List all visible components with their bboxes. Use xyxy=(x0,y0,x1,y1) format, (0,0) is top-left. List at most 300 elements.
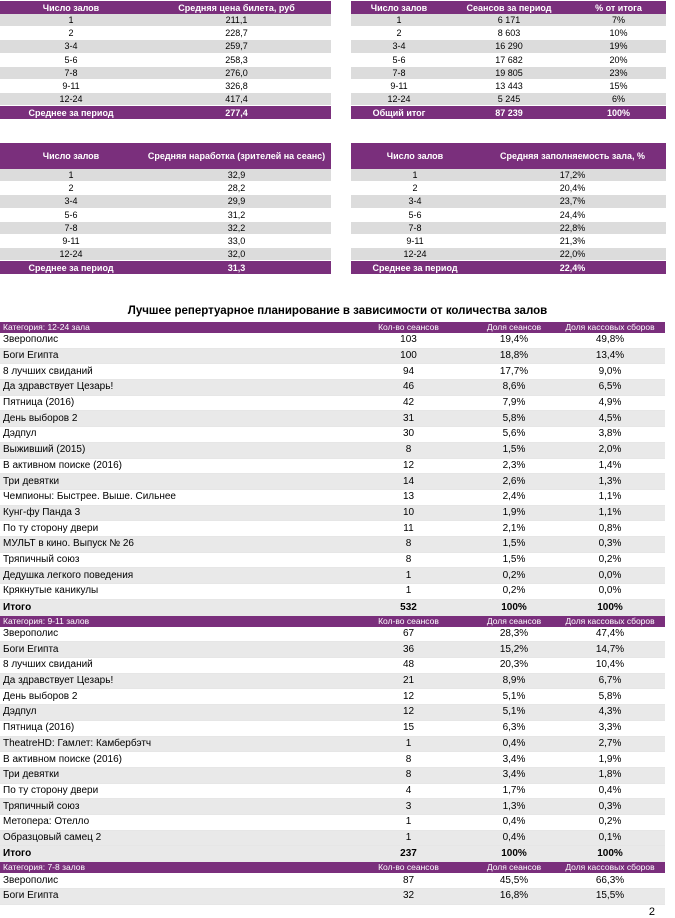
box-office-share: 0,2% xyxy=(555,814,665,830)
sessions-share: 18,8% xyxy=(473,348,555,364)
column-header: Средняя заполняемость зала, % xyxy=(479,143,666,169)
table-repertoire-body xyxy=(0,322,665,904)
box-office-share: 0,0% xyxy=(555,584,665,600)
sessions-share: 2,4% xyxy=(473,489,555,505)
film-title: День выборов 2 xyxy=(0,411,344,427)
sessions-count: 12 xyxy=(344,458,473,474)
sessions-count: 12 xyxy=(344,689,473,705)
film-row xyxy=(0,889,665,905)
sessions-count: 36 xyxy=(344,642,473,658)
film-row xyxy=(0,736,665,752)
sessions-count: 14 xyxy=(344,474,473,490)
table-cell: 276,0 xyxy=(142,66,331,79)
header-row xyxy=(0,143,331,169)
film-title: Пятница (2016) xyxy=(0,720,344,736)
table-sessions-body xyxy=(351,1,666,119)
table-occupancy xyxy=(351,143,666,274)
table-cell: 259,7 xyxy=(142,40,331,53)
sessions-count: 48 xyxy=(344,658,473,674)
sessions-share: 0,2% xyxy=(473,584,555,600)
film-title: Чемпионы: Быстрее. Выше. Сильнее xyxy=(0,489,344,505)
sessions-count: 8 xyxy=(344,752,473,768)
sessions-share: 1,7% xyxy=(473,783,555,799)
film-row xyxy=(0,752,665,768)
table-cell: 12-24 xyxy=(0,248,142,261)
column-header: Сеансов за период xyxy=(447,1,571,14)
sessions-count: 8 xyxy=(344,767,473,783)
table-row xyxy=(0,93,331,106)
table-cell: 7-8 xyxy=(351,221,479,234)
sessions-count: 11 xyxy=(344,521,473,537)
box-office-share: 3,3% xyxy=(555,720,665,736)
table-row xyxy=(0,169,331,182)
page-number: 2 xyxy=(648,906,655,918)
table-cell: 7% xyxy=(571,14,666,27)
total-cell: 100% xyxy=(555,846,665,863)
box-office-share: 0,8% xyxy=(555,521,665,537)
total-cell: 277,4 xyxy=(142,106,331,120)
sessions-count: 21 xyxy=(344,673,473,689)
table-cell: 32,0 xyxy=(142,248,331,261)
table-cell: 5 245 xyxy=(447,93,571,106)
table-ticket-price xyxy=(0,1,331,119)
table-row xyxy=(0,234,331,247)
table-cell: 12-24 xyxy=(0,93,142,106)
table-row xyxy=(0,14,331,27)
total-cell: Среднее за период xyxy=(0,106,142,120)
table-cell: 16 290 xyxy=(447,40,571,53)
sessions-share: 0,4% xyxy=(473,736,555,752)
table-row xyxy=(351,195,666,208)
column-header: Доля сеансов xyxy=(473,616,555,627)
film-row xyxy=(0,689,665,705)
header-row xyxy=(351,1,666,14)
sessions-share: 5,8% xyxy=(473,411,555,427)
column-header: Кол-во сеансов xyxy=(344,322,473,333)
film-row xyxy=(0,720,665,736)
column-header: % от итога xyxy=(571,1,666,14)
table-cell: 2 xyxy=(0,182,142,195)
box-office-share: 0,4% xyxy=(555,783,665,799)
sessions-count: 67 xyxy=(344,627,473,642)
total-cell: 87 239 xyxy=(447,106,571,120)
table-cell: 12-24 xyxy=(351,93,447,106)
table-cell: 6% xyxy=(571,93,666,106)
table-row xyxy=(351,79,666,92)
table-row xyxy=(351,234,666,247)
film-title: Да здравствует Цезарь! xyxy=(0,380,344,396)
film-row xyxy=(0,642,665,658)
sessions-share: 0,4% xyxy=(473,814,555,830)
table-cell: 5-6 xyxy=(0,208,142,221)
category-label: Категория: 7-8 залов xyxy=(0,862,344,873)
film-title: По ту сторону двери xyxy=(0,783,344,799)
column-header: Доля кассовых сборов xyxy=(555,616,665,627)
table-repertoire xyxy=(0,322,665,905)
film-row xyxy=(0,474,665,490)
table-cell: 211,1 xyxy=(142,14,331,27)
category-label: Категория: 12-24 зала xyxy=(0,322,344,333)
table-cell: 32,2 xyxy=(142,221,331,234)
column-header: Кол-во сеансов xyxy=(344,616,473,627)
table-cell: 10% xyxy=(571,27,666,40)
film-row xyxy=(0,767,665,783)
sessions-count: 8 xyxy=(344,536,473,552)
film-title: Метопера: Отелло xyxy=(0,814,344,830)
sessions-share: 7,9% xyxy=(473,395,555,411)
film-row xyxy=(0,442,665,458)
sessions-share: 3,4% xyxy=(473,767,555,783)
sessions-count: 1 xyxy=(344,568,473,584)
box-office-share: 1,1% xyxy=(555,489,665,505)
table-cell: 228,7 xyxy=(142,27,331,40)
box-office-share: 1,8% xyxy=(555,767,665,783)
box-office-share: 6,5% xyxy=(555,380,665,396)
sessions-share: 6,3% xyxy=(473,720,555,736)
sessions-count: 12 xyxy=(344,705,473,721)
column-header: Число залов xyxy=(0,143,142,169)
table-cell: 31,2 xyxy=(142,208,331,221)
table-cell: 24,4% xyxy=(479,208,666,221)
table-cell: 19% xyxy=(571,40,666,53)
column-header: Средняя наработка (зрителей на сеанс) xyxy=(142,143,331,169)
box-office-share: 0,3% xyxy=(555,536,665,552)
table-cell: 417,4 xyxy=(142,93,331,106)
box-office-share: 13,4% xyxy=(555,348,665,364)
film-title: Дэдпул xyxy=(0,427,344,443)
box-office-share: 10,4% xyxy=(555,658,665,674)
sessions-share: 8,9% xyxy=(473,673,555,689)
sessions-share: 17,7% xyxy=(473,364,555,380)
film-row xyxy=(0,783,665,799)
sessions-count: 4 xyxy=(344,783,473,799)
table-row xyxy=(351,221,666,234)
sessions-count: 8 xyxy=(344,552,473,568)
sessions-count: 10 xyxy=(344,505,473,521)
film-row xyxy=(0,489,665,505)
box-office-share: 66,3% xyxy=(555,873,665,888)
film-row xyxy=(0,627,665,642)
column-header: Доля сеансов xyxy=(473,862,555,873)
film-title: Пятница (2016) xyxy=(0,395,344,411)
box-office-share: 1,3% xyxy=(555,474,665,490)
total-cell: 237 xyxy=(344,846,473,863)
film-row xyxy=(0,395,665,411)
film-title: Три девятки xyxy=(0,767,344,783)
box-office-share: 9,0% xyxy=(555,364,665,380)
film-title: Боги Египта xyxy=(0,889,344,905)
table-row xyxy=(0,79,331,92)
film-row xyxy=(0,830,665,846)
total-cell: 31,3 xyxy=(142,261,331,275)
total-cell: 532 xyxy=(344,599,473,616)
film-row xyxy=(0,348,665,364)
table-cell: 28,2 xyxy=(142,182,331,195)
table-row xyxy=(351,53,666,66)
table-row xyxy=(0,208,331,221)
column-header: Средняя цена билета, руб xyxy=(142,1,331,14)
sessions-count: 30 xyxy=(344,427,473,443)
table-cell: 9-11 xyxy=(351,79,447,92)
table-row xyxy=(351,169,666,182)
film-row xyxy=(0,411,665,427)
box-office-share: 14,7% xyxy=(555,642,665,658)
table-row xyxy=(0,40,331,53)
table-cell: 17,2% xyxy=(479,169,666,182)
sessions-count: 3 xyxy=(344,799,473,815)
sessions-count: 94 xyxy=(344,364,473,380)
table-row xyxy=(0,66,331,79)
sessions-share: 1,3% xyxy=(473,799,555,815)
table-viewers xyxy=(0,143,331,274)
film-title: Боги Египта xyxy=(0,348,344,364)
box-office-share: 3,8% xyxy=(555,427,665,443)
box-office-share: 2,7% xyxy=(555,736,665,752)
film-row xyxy=(0,380,665,396)
sessions-count: 1 xyxy=(344,584,473,600)
sessions-share: 15,2% xyxy=(473,642,555,658)
total-label: Итого xyxy=(0,599,344,616)
total-row xyxy=(0,846,665,863)
table-cell: 5-6 xyxy=(351,208,479,221)
sessions-count: 1 xyxy=(344,736,473,752)
film-title: Тряпичный союз xyxy=(0,552,344,568)
table-viewers-body xyxy=(0,143,331,274)
category-header xyxy=(0,862,665,873)
table-row xyxy=(0,248,331,261)
box-office-share: 6,7% xyxy=(555,673,665,689)
total-row xyxy=(351,261,666,275)
sessions-count: 42 xyxy=(344,395,473,411)
sessions-share: 8,6% xyxy=(473,380,555,396)
sessions-share: 2,6% xyxy=(473,474,555,490)
film-title: День выборов 2 xyxy=(0,689,344,705)
film-row xyxy=(0,552,665,568)
total-cell: 100% xyxy=(473,846,555,863)
sessions-share: 19,4% xyxy=(473,333,555,348)
box-office-share: 5,8% xyxy=(555,689,665,705)
table-row xyxy=(351,14,666,27)
table-cell: 258,3 xyxy=(142,53,331,66)
table-cell: 326,8 xyxy=(142,79,331,92)
box-office-share: 1,1% xyxy=(555,505,665,521)
film-title: МУЛЬТ в кино. Выпуск № 26 xyxy=(0,536,344,552)
box-office-share: 49,8% xyxy=(555,333,665,348)
table-cell: 29,9 xyxy=(142,195,331,208)
film-row xyxy=(0,584,665,600)
sessions-share: 16,8% xyxy=(473,889,555,905)
sessions-count: 1 xyxy=(344,814,473,830)
table-cell: 5-6 xyxy=(351,53,447,66)
film-row xyxy=(0,427,665,443)
film-row xyxy=(0,705,665,721)
table-cell: 3-4 xyxy=(351,40,447,53)
film-title: Зверополис xyxy=(0,627,344,642)
table-cell: 1 xyxy=(351,14,447,27)
film-title: Да здравствует Цезарь! xyxy=(0,673,344,689)
film-title: Крякнутые каникулы xyxy=(0,584,344,600)
film-title: Тряпичный союз xyxy=(0,799,344,815)
sessions-share: 5,6% xyxy=(473,427,555,443)
table-row xyxy=(0,27,331,40)
sessions-count: 1 xyxy=(344,830,473,846)
total-cell: 100% xyxy=(555,599,665,616)
total-row xyxy=(0,599,665,616)
film-row xyxy=(0,658,665,674)
total-row xyxy=(351,106,666,120)
sessions-count: 87 xyxy=(344,873,473,888)
film-row xyxy=(0,364,665,380)
film-row xyxy=(0,873,665,888)
box-office-share: 0,0% xyxy=(555,568,665,584)
table-cell: 1 xyxy=(0,14,142,27)
table-cell: 9-11 xyxy=(351,234,479,247)
sessions-share: 28,3% xyxy=(473,627,555,642)
film-title: TheatreHD: Гамлет: Камбербэтч xyxy=(0,736,344,752)
sessions-count: 103 xyxy=(344,333,473,348)
table-row xyxy=(0,182,331,195)
total-cell: Общий итог xyxy=(351,106,447,120)
table-cell: 3-4 xyxy=(0,195,142,208)
column-header: Доля кассовых сборов xyxy=(555,862,665,873)
column-header: Число залов xyxy=(351,1,447,14)
box-office-share: 0,1% xyxy=(555,830,665,846)
film-title: Зверополис xyxy=(0,873,344,888)
table-cell: 1 xyxy=(351,169,479,182)
box-office-share: 4,9% xyxy=(555,395,665,411)
sessions-share: 1,5% xyxy=(473,536,555,552)
total-cell: 22,4% xyxy=(479,261,666,275)
sessions-share: 5,1% xyxy=(473,705,555,721)
table-row xyxy=(351,93,666,106)
sessions-share: 2,3% xyxy=(473,458,555,474)
film-row xyxy=(0,505,665,521)
sessions-share: 5,1% xyxy=(473,689,555,705)
film-title: Образцовый самец 2 xyxy=(0,830,344,846)
column-header: Кол-во сеансов xyxy=(344,862,473,873)
table-cell: 5-6 xyxy=(0,53,142,66)
film-title: Боги Египта xyxy=(0,642,344,658)
total-cell: Среднее за период xyxy=(0,261,142,275)
table-cell: 1 xyxy=(0,169,142,182)
table-cell: 22,0% xyxy=(479,248,666,261)
table-cell: 7-8 xyxy=(0,66,142,79)
film-title: По ту сторону двери xyxy=(0,521,344,537)
table-row xyxy=(0,195,331,208)
sessions-share: 0,4% xyxy=(473,830,555,846)
table-cell: 9-11 xyxy=(0,234,142,247)
table-cell: 2 xyxy=(351,27,447,40)
box-office-share: 0,2% xyxy=(555,552,665,568)
category-header xyxy=(0,322,665,333)
box-office-share: 2,0% xyxy=(555,442,665,458)
table-cell: 22,8% xyxy=(479,221,666,234)
column-header: Число залов xyxy=(0,1,142,14)
sessions-share: 3,4% xyxy=(473,752,555,768)
box-office-share: 0,3% xyxy=(555,799,665,815)
film-title: 8 лучших свиданий xyxy=(0,658,344,674)
sessions-count: 32 xyxy=(344,889,473,905)
total-label: Итого xyxy=(0,846,344,863)
table-cell: 21,3% xyxy=(479,234,666,247)
sessions-share: 1,5% xyxy=(473,442,555,458)
table-cell: 17 682 xyxy=(447,53,571,66)
table-cell: 23,7% xyxy=(479,195,666,208)
box-office-share: 4,5% xyxy=(555,411,665,427)
sessions-share: 45,5% xyxy=(473,873,555,888)
table-cell: 20,4% xyxy=(479,182,666,195)
table-cell: 2 xyxy=(0,27,142,40)
sessions-count: 31 xyxy=(344,411,473,427)
film-title: В активном поиске (2016) xyxy=(0,752,344,768)
table-cell: 2 xyxy=(351,182,479,195)
sessions-count: 15 xyxy=(344,720,473,736)
table-cell: 23% xyxy=(571,66,666,79)
table-row xyxy=(351,66,666,79)
sessions-count: 100 xyxy=(344,348,473,364)
total-cell: Среднее за период xyxy=(351,261,479,275)
table-cell: 7-8 xyxy=(351,66,447,79)
table-cell: 6 171 xyxy=(447,14,571,27)
table-row xyxy=(351,40,666,53)
section-title: Лучшее репертуарное планирование в зависимости от количества залов xyxy=(127,305,548,317)
category-label: Категория: 9-11 залов xyxy=(0,616,344,627)
header-row xyxy=(0,1,331,14)
sessions-count: 46 xyxy=(344,380,473,396)
film-row xyxy=(0,458,665,474)
header-row xyxy=(351,143,666,169)
table-sessions xyxy=(351,1,666,119)
film-title: Дедушка легкого поведения xyxy=(0,568,344,584)
sessions-share: 1,9% xyxy=(473,505,555,521)
film-row xyxy=(0,521,665,537)
film-title: Зверополис xyxy=(0,333,344,348)
table-cell: 13 443 xyxy=(447,79,571,92)
table-cell: 8 603 xyxy=(447,27,571,40)
total-cell: 100% xyxy=(473,599,555,616)
film-title: 8 лучших свиданий xyxy=(0,364,344,380)
table-cell: 19 805 xyxy=(447,66,571,79)
table-row xyxy=(351,27,666,40)
table-cell: 3-4 xyxy=(351,195,479,208)
total-cell: 100% xyxy=(571,106,666,120)
table-row xyxy=(0,53,331,66)
film-row xyxy=(0,814,665,830)
total-row xyxy=(0,106,331,120)
column-header: Доля сеансов xyxy=(473,322,555,333)
film-row xyxy=(0,333,665,348)
box-office-share: 1,9% xyxy=(555,752,665,768)
total-row xyxy=(0,261,331,275)
table-cell: 7-8 xyxy=(0,221,142,234)
film-title: Выживший (2015) xyxy=(0,442,344,458)
box-office-share: 4,3% xyxy=(555,705,665,721)
table-cell: 12-24 xyxy=(351,248,479,261)
film-row xyxy=(0,568,665,584)
film-row xyxy=(0,799,665,815)
film-row xyxy=(0,536,665,552)
table-row xyxy=(351,248,666,261)
table-cell: 3-4 xyxy=(0,40,142,53)
film-title: Кунг-фу Панда 3 xyxy=(0,505,344,521)
table-cell: 15% xyxy=(571,79,666,92)
film-title: В активном поиске (2016) xyxy=(0,458,344,474)
column-header: Доля кассовых сборов xyxy=(555,322,665,333)
sessions-share: 2,1% xyxy=(473,521,555,537)
table-ticket-price-body xyxy=(0,1,331,119)
film-row xyxy=(0,673,665,689)
box-office-share: 1,4% xyxy=(555,458,665,474)
